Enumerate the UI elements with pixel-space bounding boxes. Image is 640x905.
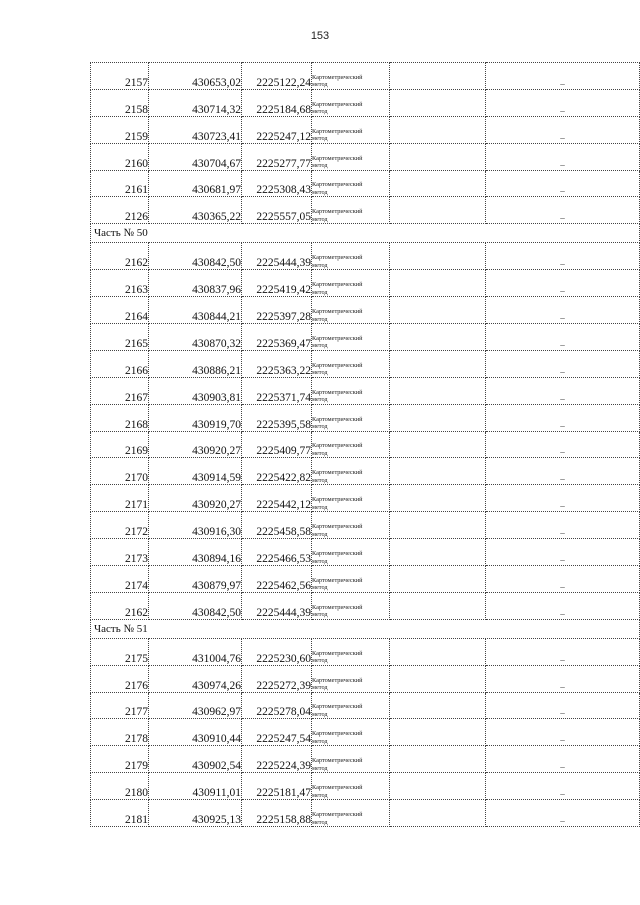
- x-coordinate-cell: 430920,27: [149, 431, 242, 458]
- x-coordinate-cell: 430837,96: [149, 270, 242, 297]
- point-number-cell: 2180: [91, 773, 149, 800]
- x-coordinate-cell: 430962,97: [149, 692, 242, 719]
- x-coordinate-cell: 430714,32: [149, 89, 242, 116]
- section-header-row: [91, 619, 640, 638]
- y-coordinate-cell: 2225224,39: [242, 746, 312, 773]
- x-coordinate-cell: 430723,41: [149, 116, 242, 143]
- empty-cell: [390, 539, 486, 566]
- point-number-cell: 2179: [91, 746, 149, 773]
- method-cell: Картометрический метод: [312, 539, 390, 566]
- point-number-cell: 2160: [91, 143, 149, 170]
- y-coordinate-cell: 2225462,56: [242, 566, 312, 593]
- y-coordinate-cell: 2225122,24: [242, 63, 312, 90]
- error-cell: –: [486, 170, 640, 197]
- method-cell: Картометрический метод: [312, 63, 390, 90]
- x-coordinate-cell: 430870,32: [149, 324, 242, 351]
- empty-cell: [390, 665, 486, 692]
- y-coordinate-cell: 2225184,68: [242, 89, 312, 116]
- table-row: [91, 800, 640, 827]
- y-coordinate-cell: 2225442,12: [242, 485, 312, 512]
- error-cell: –: [486, 566, 640, 593]
- error-cell: –: [486, 592, 640, 619]
- point-number-cell: 2165: [91, 324, 149, 351]
- point-number-cell: 2173: [91, 539, 149, 566]
- method-cell: Картометрический метод: [312, 431, 390, 458]
- error-cell: –: [486, 116, 640, 143]
- empty-cell: [390, 800, 486, 827]
- empty-cell: [390, 773, 486, 800]
- y-coordinate-cell: 2225230,60: [242, 638, 312, 665]
- method-cell: Картометрический метод: [312, 270, 390, 297]
- y-coordinate-cell: 2225422,82: [242, 458, 312, 485]
- y-coordinate-cell: 2225397,28: [242, 297, 312, 324]
- table-row: [91, 431, 640, 458]
- empty-cell: [390, 170, 486, 197]
- x-coordinate-cell: 430653,02: [149, 63, 242, 90]
- x-coordinate-cell: 430886,21: [149, 350, 242, 377]
- method-cell: Картометрический метод: [312, 89, 390, 116]
- coordinates-table: [90, 62, 640, 827]
- method-cell: Картометрический метод: [312, 350, 390, 377]
- x-coordinate-cell: 430925,13: [149, 800, 242, 827]
- method-cell: Картометрический метод: [312, 638, 390, 665]
- x-coordinate-cell: 430894,16: [149, 539, 242, 566]
- empty-cell: [390, 324, 486, 351]
- method-cell: Картометрический метод: [312, 324, 390, 351]
- error-cell: –: [486, 800, 640, 827]
- method-cell: Картометрический метод: [312, 170, 390, 197]
- table-row: [91, 404, 640, 431]
- point-number-cell: 2126: [91, 197, 149, 224]
- empty-cell: [390, 89, 486, 116]
- method-cell: Картометрический метод: [312, 800, 390, 827]
- table-row: [91, 539, 640, 566]
- method-cell: Картометрический метод: [312, 197, 390, 224]
- error-cell: –: [486, 197, 640, 224]
- x-coordinate-cell: 430879,97: [149, 566, 242, 593]
- error-cell: –: [486, 377, 640, 404]
- method-cell: Картометрический метод: [312, 512, 390, 539]
- y-coordinate-cell: 2225247,54: [242, 719, 312, 746]
- method-cell: Картометрический метод: [312, 116, 390, 143]
- empty-cell: [390, 377, 486, 404]
- empty-cell: [390, 566, 486, 593]
- method-cell: Картометрический метод: [312, 746, 390, 773]
- empty-cell: [390, 243, 486, 270]
- x-coordinate-cell: 430916,30: [149, 512, 242, 539]
- table-row: [91, 458, 640, 485]
- x-coordinate-cell: 430842,50: [149, 592, 242, 619]
- method-cell: Картометрический метод: [312, 404, 390, 431]
- section-title: Часть № 51: [91, 619, 640, 638]
- x-coordinate-cell: 430902,54: [149, 746, 242, 773]
- x-coordinate-cell: 430920,27: [149, 485, 242, 512]
- y-coordinate-cell: 2225277,77: [242, 143, 312, 170]
- point-number-cell: 2157: [91, 63, 149, 90]
- table-row: [91, 377, 640, 404]
- point-number-cell: 2167: [91, 377, 149, 404]
- empty-cell: [390, 719, 486, 746]
- table-row: [91, 485, 640, 512]
- point-number-cell: 2168: [91, 404, 149, 431]
- empty-cell: [390, 63, 486, 90]
- point-number-cell: 2181: [91, 800, 149, 827]
- table-row: [91, 638, 640, 665]
- y-coordinate-cell: 2225272,39: [242, 665, 312, 692]
- method-cell: Картометрический метод: [312, 692, 390, 719]
- empty-cell: [390, 638, 486, 665]
- x-coordinate-cell: 430911,01: [149, 773, 242, 800]
- table-row: [91, 512, 640, 539]
- point-number-cell: 2164: [91, 297, 149, 324]
- x-coordinate-cell: 430910,44: [149, 719, 242, 746]
- y-coordinate-cell: 2225444,39: [242, 243, 312, 270]
- point-number-cell: 2176: [91, 665, 149, 692]
- empty-cell: [390, 350, 486, 377]
- y-coordinate-cell: 2225395,58: [242, 404, 312, 431]
- point-number-cell: 2163: [91, 270, 149, 297]
- method-cell: Картометрический метод: [312, 297, 390, 324]
- point-number-cell: 2158: [91, 89, 149, 116]
- y-coordinate-cell: 2225278,04: [242, 692, 312, 719]
- page-number: 153: [310, 30, 330, 42]
- empty-cell: [390, 458, 486, 485]
- empty-cell: [390, 485, 486, 512]
- x-coordinate-cell: 430903,81: [149, 377, 242, 404]
- point-number-cell: 2177: [91, 692, 149, 719]
- empty-cell: [390, 592, 486, 619]
- error-cell: –: [486, 297, 640, 324]
- empty-cell: [390, 116, 486, 143]
- table-row: [91, 170, 640, 197]
- y-coordinate-cell: 2225557,05: [242, 197, 312, 224]
- empty-cell: [390, 197, 486, 224]
- error-cell: –: [486, 719, 640, 746]
- empty-cell: [390, 404, 486, 431]
- error-cell: –: [486, 243, 640, 270]
- x-coordinate-cell: 430844,21: [149, 297, 242, 324]
- table-row: [91, 665, 640, 692]
- x-coordinate-cell: 431004,76: [149, 638, 242, 665]
- method-cell: Картометрический метод: [312, 143, 390, 170]
- error-cell: –: [486, 512, 640, 539]
- table-row: [91, 89, 640, 116]
- empty-cell: [390, 746, 486, 773]
- method-cell: Картометрический метод: [312, 665, 390, 692]
- method-cell: Картометрический метод: [312, 566, 390, 593]
- point-number-cell: 2169: [91, 431, 149, 458]
- error-cell: –: [486, 485, 640, 512]
- error-cell: –: [486, 89, 640, 116]
- table-row: [91, 592, 640, 619]
- y-coordinate-cell: 2225369,47: [242, 324, 312, 351]
- y-coordinate-cell: 2225308,43: [242, 170, 312, 197]
- table-row: [91, 324, 640, 351]
- table-row: [91, 243, 640, 270]
- table-row: [91, 116, 640, 143]
- x-coordinate-cell: 430914,59: [149, 458, 242, 485]
- y-coordinate-cell: 2225458,58: [242, 512, 312, 539]
- table-row: [91, 197, 640, 224]
- error-cell: –: [486, 458, 640, 485]
- empty-cell: [390, 512, 486, 539]
- point-number-cell: 2172: [91, 512, 149, 539]
- point-number-cell: 2159: [91, 116, 149, 143]
- y-coordinate-cell: 2225419,42: [242, 270, 312, 297]
- y-coordinate-cell: 2225247,12: [242, 116, 312, 143]
- error-cell: –: [486, 324, 640, 351]
- empty-cell: [390, 143, 486, 170]
- error-cell: –: [486, 63, 640, 90]
- table-row: [91, 773, 640, 800]
- method-cell: Картометрический метод: [312, 719, 390, 746]
- empty-cell: [390, 297, 486, 324]
- method-cell: Картометрический метод: [312, 592, 390, 619]
- table-row: [91, 297, 640, 324]
- x-coordinate-cell: 430974,26: [149, 665, 242, 692]
- y-coordinate-cell: 2225363,22: [242, 350, 312, 377]
- error-cell: –: [486, 539, 640, 566]
- y-coordinate-cell: 2225409,77: [242, 431, 312, 458]
- point-number-cell: 2170: [91, 458, 149, 485]
- error-cell: –: [486, 404, 640, 431]
- error-cell: –: [486, 773, 640, 800]
- method-cell: Картометрический метод: [312, 485, 390, 512]
- point-number-cell: 2171: [91, 485, 149, 512]
- x-coordinate-cell: 430681,97: [149, 170, 242, 197]
- y-coordinate-cell: 2225466,53: [242, 539, 312, 566]
- error-cell: –: [486, 746, 640, 773]
- table-row: [91, 270, 640, 297]
- section-header-row: [91, 224, 640, 243]
- error-cell: –: [486, 270, 640, 297]
- error-cell: –: [486, 431, 640, 458]
- y-coordinate-cell: 2225371,74: [242, 377, 312, 404]
- method-cell: Картометрический метод: [312, 773, 390, 800]
- empty-cell: [390, 431, 486, 458]
- table-row: [91, 63, 640, 90]
- empty-cell: [390, 692, 486, 719]
- table-row: [91, 350, 640, 377]
- method-cell: Картометрический метод: [312, 458, 390, 485]
- point-number-cell: 2174: [91, 566, 149, 593]
- point-number-cell: 2162: [91, 592, 149, 619]
- point-number-cell: 2161: [91, 170, 149, 197]
- error-cell: –: [486, 638, 640, 665]
- y-coordinate-cell: 2225444,39: [242, 592, 312, 619]
- error-cell: –: [486, 143, 640, 170]
- error-cell: –: [486, 665, 640, 692]
- y-coordinate-cell: 2225181,47: [242, 773, 312, 800]
- x-coordinate-cell: 430842,50: [149, 243, 242, 270]
- section-title: Часть № 50: [91, 224, 640, 243]
- point-number-cell: 2166: [91, 350, 149, 377]
- table-row: [91, 566, 640, 593]
- point-number-cell: 2178: [91, 719, 149, 746]
- error-cell: –: [486, 350, 640, 377]
- point-number-cell: 2175: [91, 638, 149, 665]
- method-cell: Картометрический метод: [312, 377, 390, 404]
- table-row: [91, 746, 640, 773]
- point-number-cell: 2162: [91, 243, 149, 270]
- y-coordinate-cell: 2225158,88: [242, 800, 312, 827]
- empty-cell: [390, 270, 486, 297]
- x-coordinate-cell: 430365,22: [149, 197, 242, 224]
- table-row: [91, 719, 640, 746]
- method-cell: Картометрический метод: [312, 243, 390, 270]
- error-cell: –: [486, 692, 640, 719]
- table-row: [91, 692, 640, 719]
- table-row: [91, 143, 640, 170]
- x-coordinate-cell: 430704,67: [149, 143, 242, 170]
- x-coordinate-cell: 430919,70: [149, 404, 242, 431]
